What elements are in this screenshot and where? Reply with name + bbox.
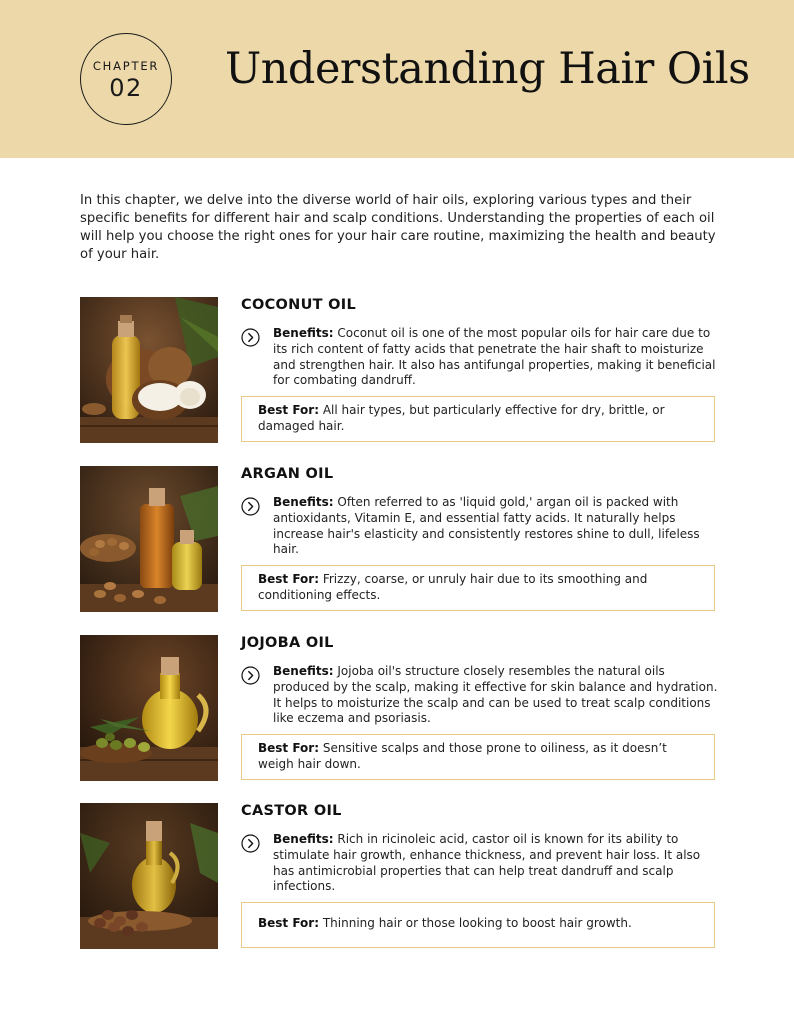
oil-title: JOJOBA OIL — [241, 635, 334, 651]
benefits-description: Often referred to as 'liquid gold,' argan oil is packed with antioxidants, Vitamin E, and essential fatty acids. It naturally helps increase hair's elasticity and consistently restores shine to dull, lifeless hair. — [273, 495, 700, 557]
best-for-description: Frizzy, coarse, or unruly hair due to its smoothing and conditioning effects. — [258, 572, 648, 602]
best-for-box — [241, 902, 715, 948]
chapter-header — [0, 0, 794, 158]
intro-paragraph: In this chapter, we delve into the diverse world of hair oils, exploring various types and their specific benefits for different hair and scalp conditions. Understanding the properties of each oil will help you choose the right ones for your hair care routine, maximizing the health and beauty of your hair. — [80, 193, 716, 262]
best-for-label: Best For: — [258, 916, 320, 930]
castor-oil-photo — [80, 803, 218, 949]
oil-section-castor — [80, 803, 720, 949]
best-for-box — [241, 396, 715, 442]
best-for-description: All hair types, but particularly effective for dry, brittle, or damaged hair. — [258, 403, 665, 433]
benefits-text — [273, 326, 718, 389]
benefits-text — [273, 832, 718, 895]
best-for-description: Thinning hair or those looking to boost hair growth. — [322, 916, 632, 930]
best-for-description: Sensitive scalps and those prone to oiliness, as it doesn’t weigh hair down. — [258, 741, 667, 771]
chapter-label: CHAPTER — [92, 59, 160, 73]
argan-oil-photo — [80, 466, 218, 612]
benefits-text — [273, 664, 718, 727]
arrow-right-icon — [241, 834, 260, 853]
benefits-label: Benefits: — [273, 832, 334, 846]
arrow-right-icon — [241, 666, 260, 685]
benefits-label: Benefits: — [273, 326, 334, 340]
benefits-text — [273, 495, 718, 558]
page-title: Understanding Hair Oils — [225, 44, 750, 94]
benefits-label: Benefits: — [273, 495, 334, 509]
benefits-description: Jojoba oil's structure closely resembles the natural oils produced by the scalp, making it effective for skin balance and hydration. It helps to moisturize the scalp and can be used to treat scalp conditions like eczema and psoriasis. — [273, 664, 718, 726]
arrow-right-icon — [241, 497, 260, 516]
best-for-label: Best For: — [258, 403, 320, 417]
oil-title: COCONUT OIL — [241, 297, 357, 313]
coconut-oil-photo — [80, 297, 218, 443]
best-for-label: Best For: — [258, 741, 320, 755]
best-for-box — [241, 565, 715, 611]
oil-title: CASTOR OIL — [241, 803, 342, 819]
jojoba-oil-photo — [80, 635, 218, 781]
benefits-description: Coconut oil is one of the most popular oils for hair care due to its rich content of fatty acids that penetrate the hair shaft to moisturize and strengthen hair. It also has antifungal properties, making it beneficial for combating dandruff. — [273, 326, 716, 388]
arrow-right-icon — [241, 328, 260, 347]
chapter-badge — [80, 33, 172, 125]
oil-section-argan — [80, 466, 720, 612]
benefits-label: Benefits: — [273, 664, 334, 678]
benefits-description: Rich in ricinoleic acid, castor oil is known for its ability to stimulate hair growth, enhance thickness, and prevent hair loss. It also has antimicrobial properties that can help treat dandruff and scalp infections. — [273, 832, 701, 894]
best-for-label: Best For: — [258, 572, 320, 586]
oil-section-coconut — [80, 297, 720, 443]
oil-title: ARGAN OIL — [241, 466, 334, 482]
oil-section-jojoba — [80, 635, 720, 781]
best-for-box — [241, 734, 715, 780]
chapter-number: 02 — [109, 74, 143, 102]
